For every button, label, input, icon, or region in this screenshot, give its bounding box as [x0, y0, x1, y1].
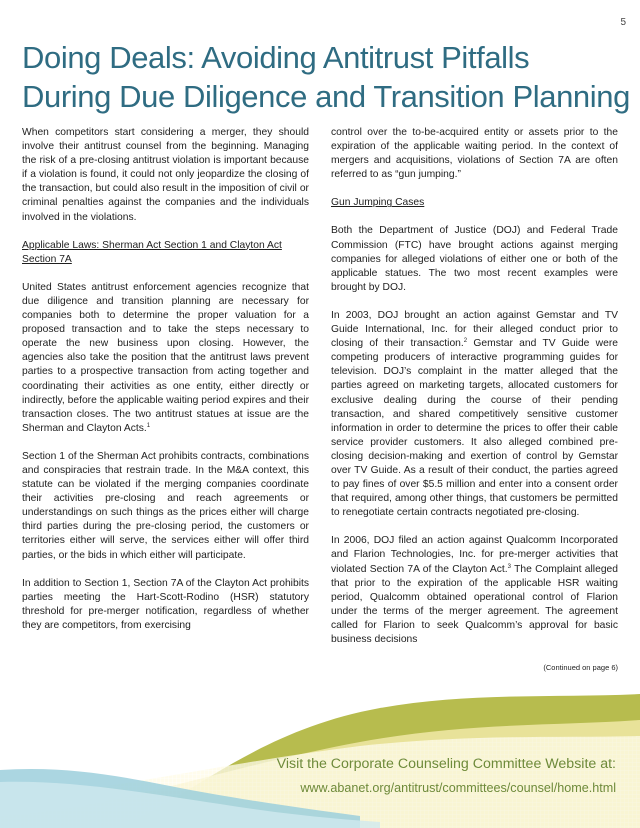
footer-banner	[0, 690, 640, 828]
left-column	[22, 126, 309, 647]
paragraph	[331, 309, 618, 520]
footer-website-link[interactable]: www.abanet.org/antitrust/committees/counsel/home.html	[300, 781, 616, 795]
paragraph-text: The Complaint alleged that prior to the expiration of the applicable HSR waiting period, Qualcomm obtained operational control of Flarion under the terms of the merger agreement. The agreement called for Flarion to seek Qualcomm’s approval for basic business decisions	[331, 563, 618, 645]
paragraph: In addition to Section 1, Section 7A of the Clayton Act prohibits parties meeting the Hart-Scott-Rodino (HSR) statutory threshold for pre-merger notification, regardless of whether they are competitors, from exercising	[22, 577, 309, 631]
title-line-1: Doing Deals: Avoiding Antitrust Pitfalls	[22, 40, 530, 75]
paragraph	[331, 534, 618, 647]
paragraph	[22, 281, 309, 436]
section-heading-applicable-laws: Applicable Laws: Sherman Act Section 1 and Clayton Act Section 7A	[22, 239, 282, 265]
paragraph-text: In 2003, DOJ brought an action against Gemstar and TV Guide International, Inc. for their alleged conduct prior to closing of their transaction.	[331, 309, 618, 350]
footer-visit-text: Visit the Corporate Counseling Committee Website at:	[276, 756, 616, 772]
footnote-marker: 3	[507, 563, 511, 570]
section-heading-gun-jumping: Gun Jumping Cases	[331, 197, 425, 209]
intro-paragraph: When competitors start considering a merger, they should involve their antitrust counsel from the beginning. Managing the risk of a pre-closing antitrust violation is important because if a violation is found, it could not only jeopardize the closing of the transaction, but could also result in the imposition of civil or criminal penalties against the companies and the individuals involved in the violations.	[22, 127, 309, 223]
footnote-marker: 2	[463, 338, 468, 345]
paragraph-text: United States antitrust enforcement agencies recognize that due diligence and transition planning are necessary for companies both to determine the proper valuation for a proposed transaction and to take the steps necessary to operate the new business upon closing. However, the agencies also take the position that the antitrust laws prevent parties to a prospective transaction from acting together and coordinating their activities as one entity, either directly or indirectly, before the applicable waiting period expires and their transaction closes. The two antitrust statues at issue are the Sherman and Clayton Acts.	[22, 281, 309, 434]
article-title	[22, 38, 630, 116]
paragraph: Section 1 of the Sherman Act prohibits contracts, combinations and conspiracies that restrain trade. In the M&A context, this statute can be violated if the merging companies coordinate their activities pre-closing and reach agreements or understandings on such things as the prices either will charge third parties during the pre-closing period, the customers or territories either will serve, the services either will offer third parties, or the bids in which either will participate.	[22, 450, 309, 561]
paragraph-text: In 2006, DOJ filed an action against Qualcomm Incorporated and Flarion Technologies, Inc. for pre-merger activities that violated Section 7A of the Clayton Act.	[331, 535, 618, 575]
title-line-2: During Due Diligence and Transition Planning	[22, 79, 630, 114]
paragraph: control over the to-be-acquired entity or assets prior to the expiration of the applicable waiting period. In the context of mergers and acquisitions, violations of Section 7A are often referred to as “gun jumping.”	[331, 127, 618, 181]
footnote-marker: 1	[146, 422, 151, 429]
continued-note: (Continued on page 6)	[543, 663, 618, 673]
paragraph: Both the Department of Justice (DOJ) and Federal Trade Commission (FTC) have brought actions against merging companies for alleged violations of either one or both of the applicable statues. The two most recent examples were brought by DOJ.	[331, 225, 618, 293]
right-column	[331, 126, 618, 689]
paragraph-text: Gemstar and TV Guide were competing producers of interactive programming guides for television. DOJ’s complaint in the matter alleged that the parties agreed on marketing targets, allocated customers for exclusive dealing during the course of their pending transaction, and shared competitively sensitive customer information in order to determine the prices to offer their cable service provider customers. It also alleged combined pre-closing decision-making and exertion of control by Gemstar over TV Guide. As a result of their conduct, the parties agreed to pay fines of over $5.5 million and enter into a consent order that required, among other things, that customers be permitted to renegotiate certain contracts negotiated pre-closing.	[331, 338, 619, 519]
page-number: 5	[620, 17, 626, 28]
